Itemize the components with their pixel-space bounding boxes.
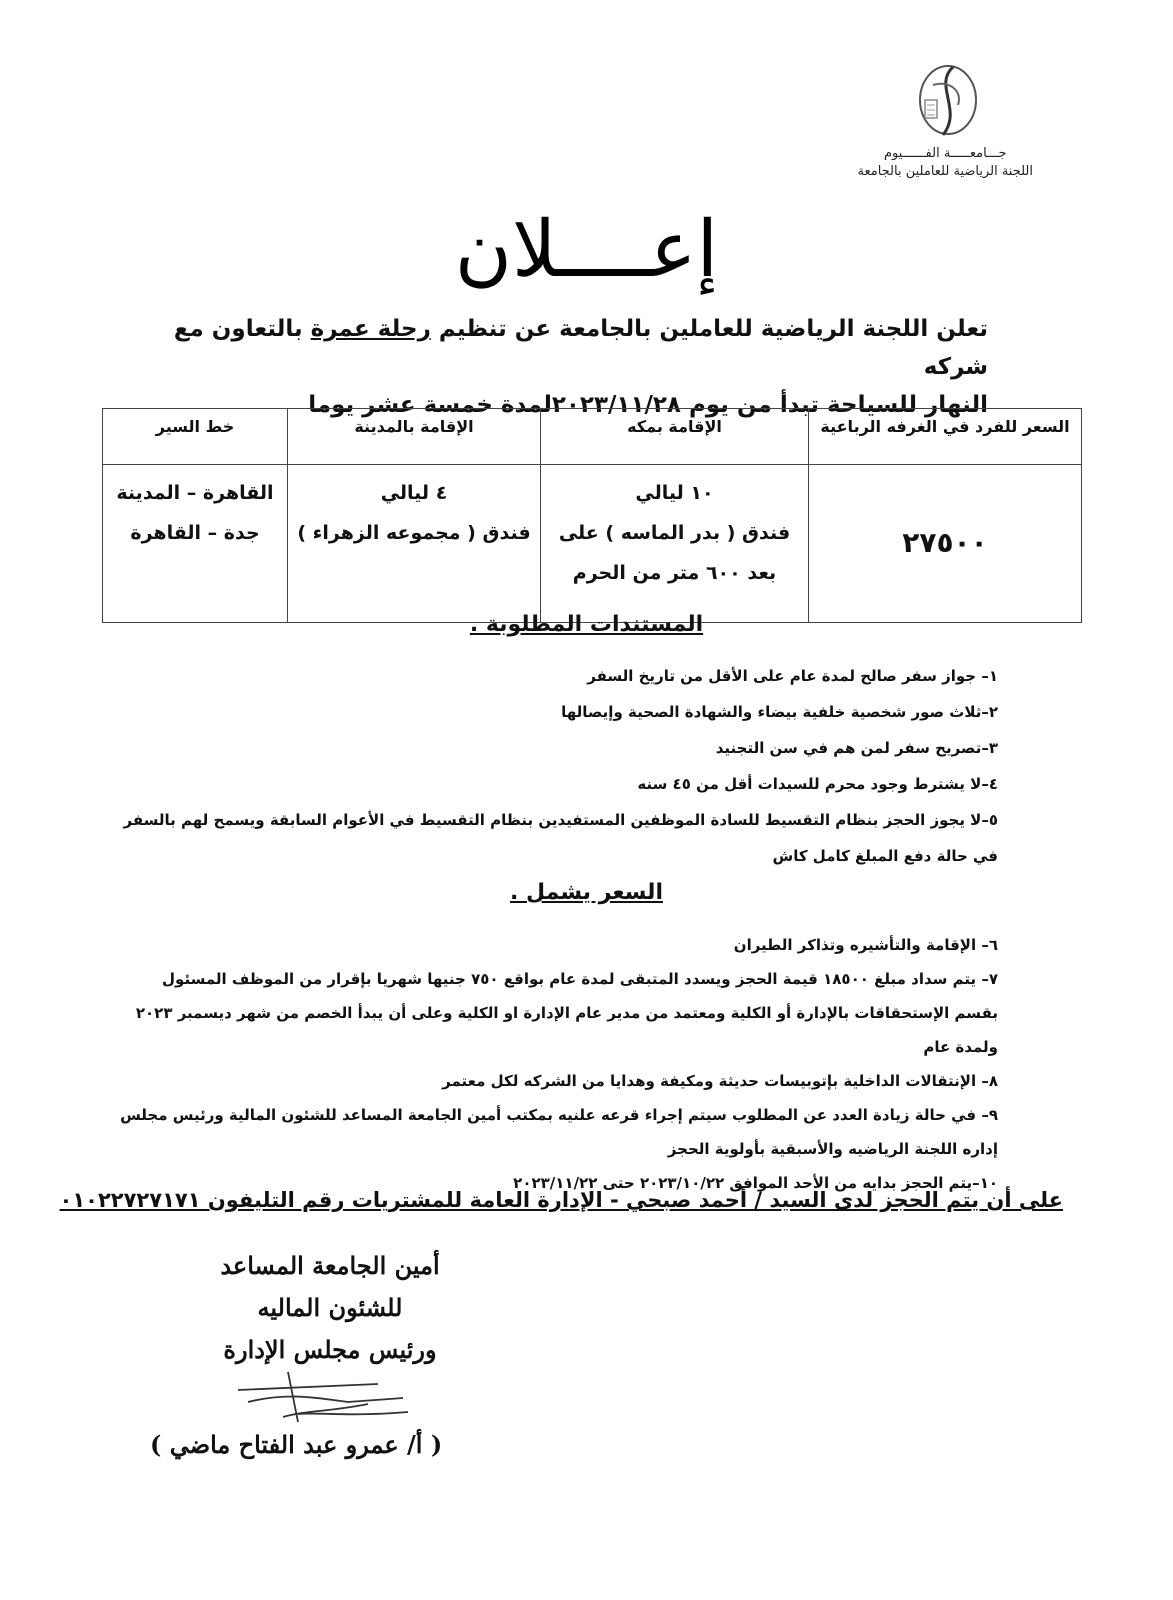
committee-name: اللجنة الرياضية للعاملين بالجامعة bbox=[857, 164, 1033, 179]
madinah-nights: ٤ ليالي bbox=[380, 482, 448, 504]
list-item: ٧– يتم سداد مبلغ ١٨٥٠٠ قيمة الحجز ويسدد المتبقى لمدة عام بواقع ٧٥٠ جنيها شهريا بإقرار من الموظف المسئول بقسم الإستحقاقات بالإدارة أو الكلية ومعتمد من مدير عام الإدارة او الكلية وعلى أن يبدأ الخصم من شهر ديسمبر ٢٠٢٣ ولمدة عام bbox=[135, 970, 998, 1056]
cell-madinah bbox=[288, 465, 541, 623]
table-header-row bbox=[103, 409, 1082, 465]
list-item: ٤–لا يشترط وجود محرم للسيدات أقل من ٤٥ سنه bbox=[637, 775, 998, 793]
list-item: ٨– الإنتقالات الداخلية بإتوبيسات حديثة ومكيفة وهدايا من الشركه لكل معتمر bbox=[442, 1072, 998, 1090]
list-item: ٣–تصريح سفر لمن هم في سن التجنيد bbox=[715, 739, 998, 757]
includes-heading: السعر يشمل . bbox=[509, 880, 663, 905]
cell-makkah bbox=[541, 465, 809, 623]
cell-route bbox=[103, 465, 288, 623]
madinah-hotel: فندق ( مجموعه الزهراء ) bbox=[297, 522, 531, 544]
signer-title-2: للشئون الماليه bbox=[257, 1293, 403, 1322]
university-name: جـــامعـــــة الفــــــيوم bbox=[884, 146, 1007, 161]
list-item: ٢–ثلاث صور شخصية خلفية بيضاء والشهادة الصحية وإيصالها bbox=[561, 703, 998, 721]
organization-header bbox=[858, 145, 1034, 181]
documents-list bbox=[120, 658, 998, 874]
makkah-nights: ١٠ ليالي bbox=[635, 482, 714, 504]
page-title: إعــــلان bbox=[454, 205, 719, 295]
announcement-intro bbox=[150, 310, 988, 424]
intro-line-1 bbox=[150, 310, 988, 386]
trip-details-table bbox=[102, 408, 1082, 623]
header-route: خط السير bbox=[103, 409, 288, 465]
list-item: ٩– في حالة زيادة العدد عن المطلوب سيتم إجراء قرعه علنيه بمكتب أمين الجامعة المساعد للشئون المالية ورئيس مجلس إداره اللجنة الرياضيه والأسبقية بأولوية الحجز bbox=[120, 1106, 998, 1158]
route-outbound: القاهرة – المدينة bbox=[116, 482, 274, 504]
list-item: ٦– الإقامة والتأشيره وتذاكر الطيران bbox=[733, 936, 998, 954]
intro-trip-name: رحلة عمرة bbox=[310, 316, 431, 342]
signer-name: ( أ/ عمرو عبد الفتاح ماضي ) bbox=[150, 1430, 443, 1459]
signer-title-3: ورئيس مجلس الإدارة bbox=[223, 1335, 437, 1364]
table-row bbox=[103, 465, 1082, 623]
intro-line-2: النهار للسياحة تبدأ من يوم ٢٠٢٣/١١/٢٨لمدة خمسة عشر يوما bbox=[308, 392, 988, 418]
header-madinah: الإقامة بالمدينة bbox=[288, 409, 541, 465]
route-return: جدة – القاهرة bbox=[130, 522, 260, 544]
list-item: ١– جواز سفر صالح لمدة عام على الأقل من تاريخ السفر bbox=[587, 667, 998, 685]
university-logo-icon bbox=[903, 55, 993, 145]
makkah-distance: بعد ٦٠٠ متر من الحرم bbox=[572, 562, 777, 584]
list-item: ١٠–يتم الحجز بدايه من الأحد الموافق ٢٠٢٣/١٠/٢٢ حتى ٢٠٢٣/١١/٢٢ bbox=[513, 1174, 998, 1192]
cell-price: ٢٧٥٠٠ bbox=[809, 465, 1082, 623]
intro-text-a: تعلن اللجنة الرياضية للعاملين بالجامعة عن تنظيم bbox=[430, 316, 988, 342]
intro-text-b: بالتعاون مع شركه bbox=[173, 316, 988, 380]
header-price: السعر للفرد في الغرفه الرباعية bbox=[809, 409, 1082, 465]
signature-block bbox=[200, 1245, 460, 1371]
makkah-hotel: فندق ( بدر الماسه ) على bbox=[558, 522, 791, 544]
documents-heading: المستندات المطلوبة . bbox=[469, 612, 704, 637]
signer-title-1: أمين الجامعة المساعد bbox=[220, 1251, 440, 1280]
header-makkah: الإقامة بمكه bbox=[541, 409, 809, 465]
includes-list bbox=[120, 928, 998, 1200]
booking-contact: على أن يتم الحجز لدى السيد / أحمد صبحي - الإدارة العامة للمشتريات رقم التليفون ٠١٠٢٢٧٢٧١٧١ bbox=[59, 1188, 1063, 1212]
list-item: ٥–لا يجوز الحجز بنظام التقسيط للسادة الموظفين المستفيدين بنظام التقسيط في الأعوام السابقة ويسمح لهم بالسفر في حالة دفع المبلغ كامل كاش bbox=[123, 811, 998, 865]
